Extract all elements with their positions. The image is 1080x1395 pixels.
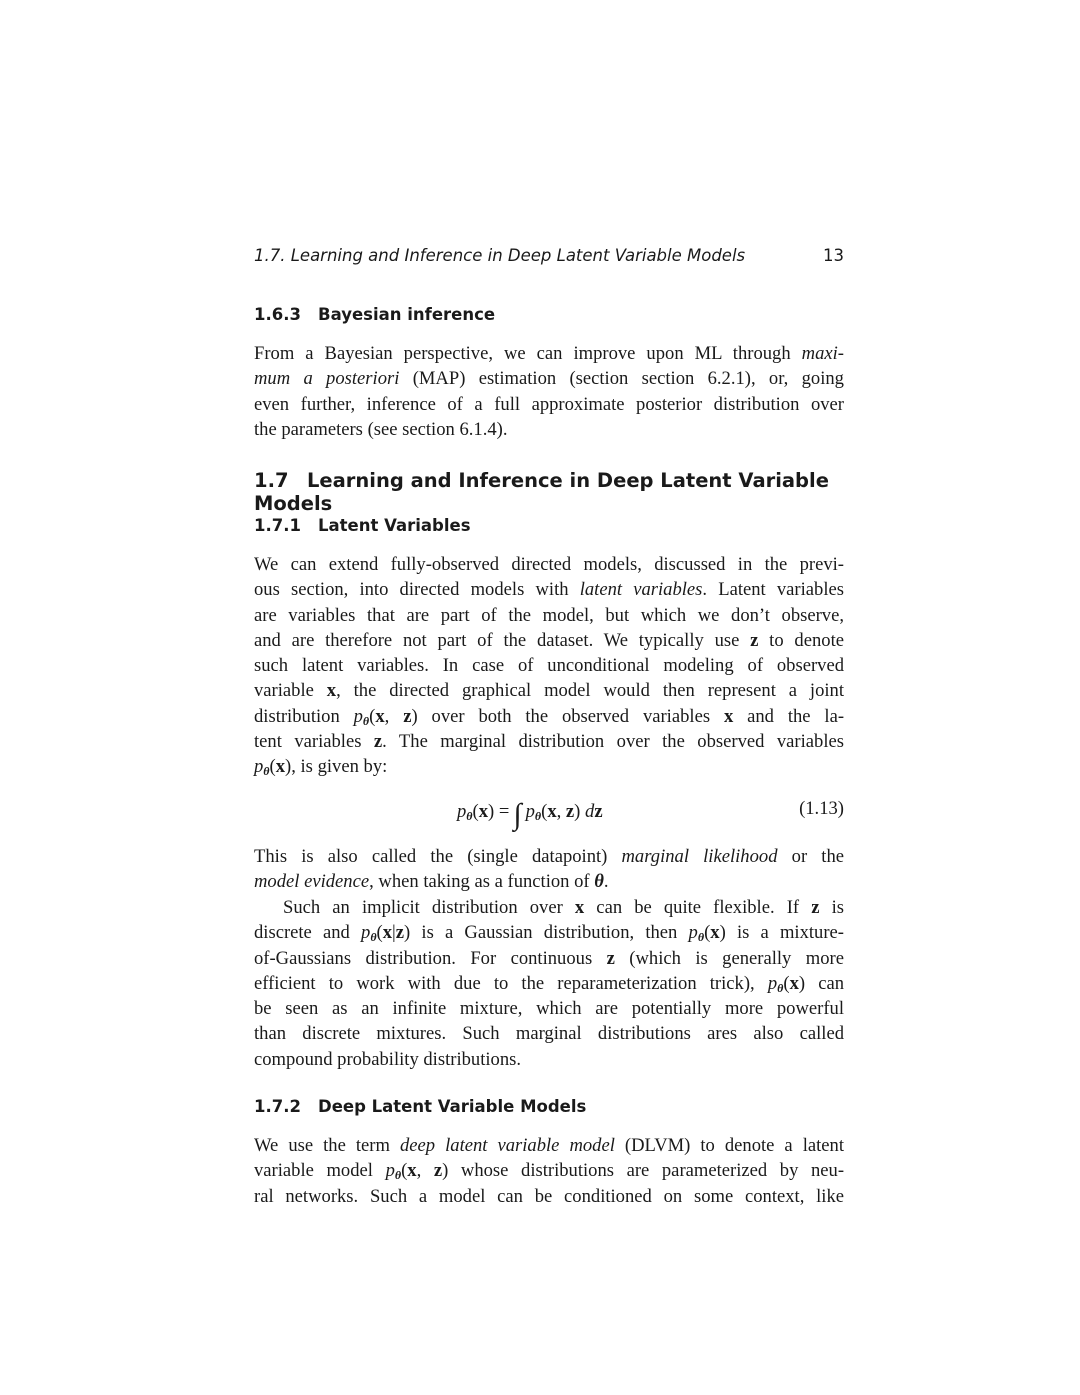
italic-text: p bbox=[688, 922, 698, 944]
text-line bbox=[254, 577, 844, 602]
section-number: 1.7.1 bbox=[254, 516, 301, 535]
italic-text: p bbox=[767, 972, 778, 994]
page-number: 13 bbox=[823, 246, 844, 265]
bold-symbol: z bbox=[395, 922, 405, 944]
text: ral networks. Such a model can be conditioned on some context, like bbox=[254, 1185, 844, 1207]
text: can be quite flexible. If bbox=[584, 897, 812, 918]
section-title: Latent Variables bbox=[318, 516, 471, 535]
text-line bbox=[254, 895, 844, 920]
equation-1-13 bbox=[254, 798, 844, 831]
text: ous section, into directed models with bbox=[254, 579, 580, 601]
italic-text: marginal likelihood bbox=[621, 846, 778, 867]
bold-symbol: x bbox=[710, 922, 720, 944]
text: (which is generally more bbox=[614, 947, 844, 969]
text-line bbox=[254, 754, 844, 779]
text: ( bbox=[783, 972, 790, 994]
text: ) bbox=[404, 922, 411, 944]
section-number: 1.7.2 bbox=[254, 1097, 301, 1116]
text-line bbox=[254, 844, 844, 869]
section-heading-1-7 bbox=[254, 469, 844, 515]
equation-number: (1.13) bbox=[799, 798, 844, 819]
bold-symbol: x bbox=[375, 705, 385, 727]
text: (MAP) estimation (section section 6.2.1), or, going bbox=[399, 368, 844, 390]
text: distribution bbox=[254, 705, 354, 727]
italic-text: p bbox=[385, 1160, 395, 1182]
paragraph bbox=[254, 895, 844, 1072]
bold-symbol: x bbox=[382, 922, 393, 944]
text: can bbox=[805, 972, 844, 994]
eq-symbol: z bbox=[565, 801, 575, 822]
text: or the bbox=[777, 846, 844, 867]
text-line bbox=[254, 996, 844, 1021]
text-line bbox=[254, 971, 844, 996]
math-subscript: θ bbox=[370, 930, 377, 945]
text: over both the observed variables bbox=[417, 705, 724, 727]
eq-symbol: x bbox=[478, 801, 489, 822]
text: than discrete mixtures. Such marginal distributions ares also called bbox=[254, 1023, 844, 1045]
text-line bbox=[254, 417, 844, 442]
text-line bbox=[254, 1184, 844, 1209]
text: (DLVM) to denote a latent bbox=[614, 1135, 845, 1156]
eq-text: ) = bbox=[488, 801, 510, 822]
section-heading-1-7-2 bbox=[254, 1097, 586, 1116]
text-line bbox=[254, 366, 844, 391]
eq-symbol: d bbox=[585, 801, 595, 822]
text: . bbox=[603, 871, 609, 893]
eq-text: ) bbox=[574, 801, 586, 822]
text-line bbox=[254, 603, 844, 628]
eq-subscript: θ bbox=[466, 809, 473, 823]
text-line bbox=[254, 628, 844, 653]
text-line bbox=[254, 1133, 844, 1158]
text: This is also called the (single datapoint) bbox=[254, 846, 622, 867]
text: is bbox=[819, 897, 844, 918]
text: even further, inference of a full approximate posterior distribution over bbox=[254, 393, 844, 415]
running-header-title: 1.7. Learning and Inference in Deep Latent Variable Models bbox=[254, 246, 746, 265]
bold-symbol: x bbox=[789, 972, 799, 994]
eq-subscript: θ bbox=[534, 809, 542, 823]
paragraph bbox=[254, 844, 844, 895]
text-line bbox=[254, 704, 844, 729]
text: is a mixture- bbox=[725, 922, 844, 944]
text: tent variables bbox=[254, 730, 374, 752]
bold-symbol: z bbox=[433, 1160, 443, 1182]
paragraph bbox=[254, 1133, 844, 1209]
text: We can extend fully-observed directed models, discussed in the previ- bbox=[254, 554, 844, 575]
eq-text: , bbox=[556, 801, 566, 822]
text: to denote bbox=[758, 629, 844, 651]
text-line bbox=[254, 1021, 844, 1046]
text: ) bbox=[411, 705, 418, 727]
section-heading-1-7-1 bbox=[254, 516, 471, 535]
eq-symbol: x bbox=[547, 801, 557, 822]
section-number: 1.7 bbox=[254, 469, 289, 492]
text: ), is given by: bbox=[285, 756, 388, 777]
math-subscript: θ bbox=[394, 1168, 402, 1183]
italic-text: p bbox=[361, 922, 371, 944]
bold-symbol: x bbox=[723, 705, 734, 727]
text: ( bbox=[401, 1160, 408, 1182]
text-line bbox=[254, 729, 844, 754]
text: We use the term bbox=[254, 1135, 400, 1156]
text: such latent variables. In case of unconditional modeling of observed bbox=[254, 655, 844, 676]
text: ( bbox=[369, 705, 376, 727]
bold-symbol: x bbox=[326, 680, 337, 702]
bold-symbol: z bbox=[373, 730, 383, 752]
text: From a Bayesian perspective, we can improve upon ML through bbox=[254, 343, 802, 364]
text-line bbox=[254, 678, 844, 703]
section-title: Deep Latent Variable Models bbox=[318, 1097, 587, 1116]
text: ( bbox=[376, 922, 383, 944]
section-number: 1.6.3 bbox=[254, 305, 301, 324]
paragraph bbox=[254, 552, 844, 779]
paragraph bbox=[254, 341, 844, 442]
text-line bbox=[254, 920, 844, 945]
eq-text: ( bbox=[472, 801, 479, 822]
math-subscript: θ bbox=[697, 930, 705, 945]
text: , when taking as a function of bbox=[369, 871, 595, 893]
text: ) bbox=[719, 922, 726, 944]
text: | bbox=[392, 922, 396, 944]
bold-symbol: z bbox=[811, 897, 820, 918]
math-subscript: θ bbox=[362, 713, 370, 728]
bold-symbol: θ bbox=[594, 871, 604, 893]
bold-symbol: z bbox=[750, 629, 759, 651]
math-subscript: θ bbox=[263, 764, 270, 778]
equation-body bbox=[457, 798, 603, 832]
text: the parameters (see section 6.1.4). bbox=[254, 418, 508, 440]
italic-text: p bbox=[254, 756, 264, 777]
text: ) bbox=[798, 972, 806, 994]
italic-text: mum a posteriori bbox=[254, 368, 400, 390]
eq-symbol: p bbox=[457, 801, 467, 822]
text: compound probability distributions. bbox=[254, 1048, 522, 1070]
text-line bbox=[254, 392, 844, 417]
section-title: Bayesian inference bbox=[318, 305, 496, 324]
italic-text: maxi- bbox=[801, 343, 844, 364]
text: . The marginal distribution over the observed variables bbox=[382, 730, 844, 752]
bold-symbol: z bbox=[403, 705, 412, 727]
bold-symbol: x bbox=[275, 756, 286, 777]
text: and are therefore not part of the dataset. We typically use bbox=[254, 629, 751, 651]
italic-text: latent variables bbox=[579, 579, 703, 601]
text: , the directed graphical model would then represent a joint bbox=[336, 680, 845, 702]
text: are variables that are part of the model, but which we don’t observe, bbox=[254, 604, 844, 626]
section-title: Learning and Inference in Deep Latent Variable Models bbox=[254, 469, 829, 515]
text-line bbox=[254, 341, 844, 366]
text: efficient to work with due to the reparameterization trick), bbox=[254, 972, 768, 994]
text-line bbox=[254, 946, 844, 971]
text: ( bbox=[269, 756, 276, 777]
text: variable bbox=[254, 680, 327, 702]
text: ( bbox=[704, 922, 711, 944]
bold-symbol: x bbox=[407, 1160, 417, 1182]
text: Such an implicit distribution over bbox=[283, 897, 575, 918]
text-line bbox=[254, 552, 844, 577]
integral-sign: ∫ bbox=[513, 798, 522, 831]
text: variable model bbox=[254, 1160, 386, 1182]
italic-text: model evidence bbox=[254, 871, 370, 893]
italic-text: p bbox=[353, 705, 363, 727]
bold-symbol: x bbox=[574, 897, 585, 918]
text-line bbox=[254, 869, 844, 894]
text: whose distributions are parameterized by neu- bbox=[448, 1160, 845, 1182]
bold-symbol: z bbox=[606, 947, 615, 969]
eq-symbol: z bbox=[594, 801, 603, 822]
eq-symbol: p bbox=[525, 801, 535, 822]
text: discrete and bbox=[254, 922, 362, 944]
text: ) bbox=[442, 1160, 449, 1182]
eq-text: ( bbox=[541, 801, 548, 822]
text: , bbox=[416, 1160, 434, 1182]
running-header bbox=[254, 246, 844, 270]
text: be seen as an infinite mixture, which are potentially more powerful bbox=[254, 998, 844, 1019]
text-line bbox=[254, 1047, 844, 1072]
math-subscript: θ bbox=[777, 980, 784, 995]
section-heading-1-6-3 bbox=[254, 305, 495, 324]
text-line bbox=[254, 1158, 844, 1183]
text-line bbox=[254, 653, 844, 678]
text: . Latent variables bbox=[702, 579, 844, 601]
italic-text: deep latent variable model bbox=[399, 1135, 615, 1156]
text: is a Gaussian distribution, then bbox=[410, 922, 689, 944]
text: of-Gaussians distribution. For continuous bbox=[254, 947, 607, 969]
text: , bbox=[384, 705, 404, 727]
text: and the la- bbox=[733, 705, 845, 727]
